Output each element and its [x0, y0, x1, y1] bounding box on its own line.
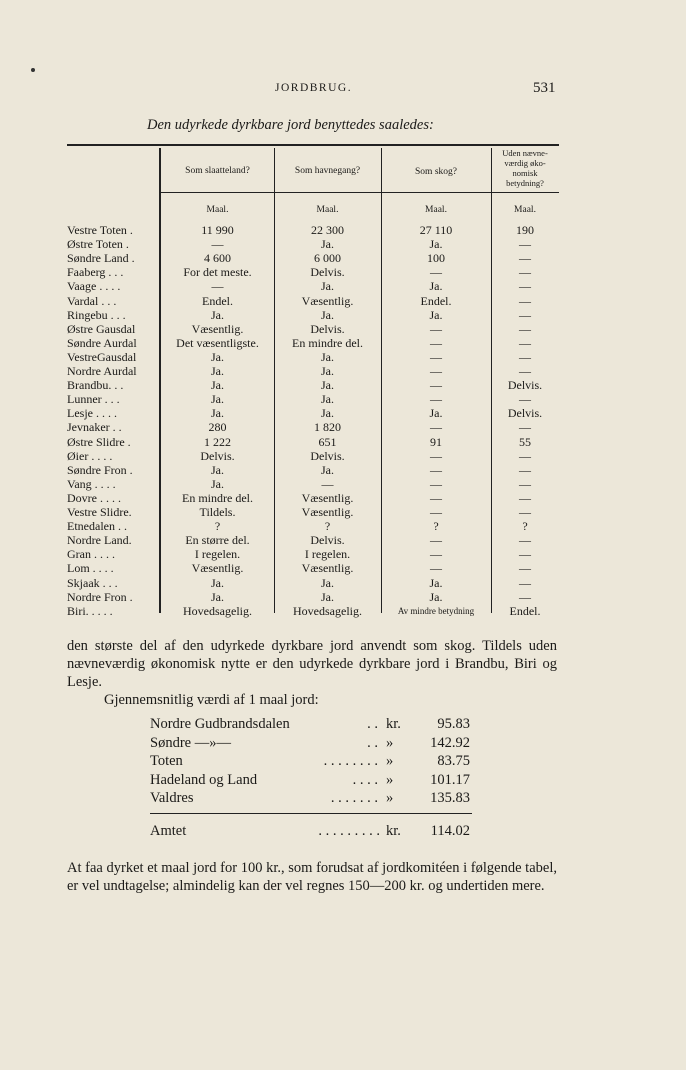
row-cell-c2: Ja. — [321, 575, 334, 590]
row-cell-c1: — — [211, 279, 224, 294]
row-cell-c3: Ja. — [429, 307, 443, 322]
row-cell-c4: — — [519, 293, 531, 308]
row-cell-c1: 1 222 — [204, 434, 231, 449]
table-row — [0, 279, 686, 293]
row-cell-c3: Av mindre betydning — [397, 605, 475, 616]
row-municipality: Østre Gausdal — [67, 321, 136, 336]
row-municipality: Søndre Land . — [67, 251, 135, 266]
row-cell-c1: Ja. — [211, 462, 224, 477]
table-row — [0, 364, 686, 378]
row-cell-c1: Ja. — [211, 575, 224, 590]
average-dots: . . — [367, 716, 378, 732]
row-municipality: Lunner . . . — [67, 392, 120, 407]
row-cell-c3: — — [430, 378, 442, 393]
row-municipality: Biri. . . . . — [67, 603, 113, 618]
average-value: 142.92 — [430, 734, 470, 751]
table-row — [0, 294, 686, 308]
table-row — [0, 491, 686, 505]
total-unit: kr. — [386, 823, 401, 839]
table-row — [0, 547, 686, 561]
row-cell-c4: 190 — [516, 223, 534, 237]
row-cell-c4: — — [519, 490, 531, 505]
row-cell-c1: For det meste. — [183, 265, 252, 280]
row-cell-c2: Delvis. — [310, 321, 345, 336]
row-municipality: Nordre Land. — [67, 533, 132, 548]
running-header: JORDBRUG. — [275, 82, 353, 94]
table-row — [0, 392, 686, 406]
row-cell-c1: 280 — [208, 420, 227, 435]
row-cell-c2: Ja. — [321, 378, 334, 393]
row-cell-c1: 11 990 — [201, 223, 234, 237]
row-cell-c1: Væsentlig. — [191, 561, 244, 576]
row-cell-c2: Ja. — [321, 349, 334, 364]
row-cell-c4: — — [519, 533, 531, 548]
row-cell-c3: — — [430, 561, 442, 576]
row-cell-c3: — — [430, 448, 442, 463]
row-cell-c2: I regelen. — [304, 547, 351, 562]
row-cell-c1: En større del. — [185, 533, 250, 548]
row-cell-c1: Ja. — [211, 307, 224, 322]
paragraph-forest-use: den største del af den udyrkede dyrkbare jord anvendt som skog. Tildels uden nævneværdig økonomisk nytte er den udyrkede dyrkbare jord i Brandbu, Biri og Lesje. — [67, 638, 557, 690]
row-cell-c4: — — [519, 575, 531, 590]
row-cell-c3: 27 110 — [419, 223, 453, 237]
row-cell-c4: — — [519, 265, 531, 280]
table-row — [0, 435, 686, 449]
row-cell-c1: ? — [214, 519, 221, 534]
row-cell-c4: 55 — [519, 434, 531, 449]
row-cell-c3: — — [430, 420, 442, 435]
row-cell-c2: Ja. — [321, 307, 334, 322]
row-municipality: Søndre Fron . — [67, 462, 133, 477]
row-cell-c2: 6 000 — [314, 251, 341, 266]
row-municipality: Østre Toten . — [67, 237, 129, 252]
column-header-pasture: Som havnegang? — [294, 166, 361, 176]
table-top-rule — [67, 144, 559, 146]
row-cell-c2: 651 — [318, 434, 337, 449]
row-cell-c3: — — [430, 533, 442, 548]
table-row — [0, 420, 686, 434]
row-cell-c1: Ja. — [211, 349, 224, 364]
row-cell-c2: Delvis. — [310, 265, 345, 280]
row-municipality: Faaberg . . . — [67, 265, 124, 280]
row-cell-c1: 4 600 — [204, 251, 231, 266]
row-municipality: Brandbu. . . — [67, 378, 124, 393]
row-municipality: Etnedalen . . — [67, 519, 127, 534]
table-row — [0, 463, 686, 477]
row-cell-c3: Ja. — [429, 237, 443, 252]
row-municipality: Vang . . . . — [67, 476, 116, 491]
row-cell-c4: — — [519, 448, 531, 463]
table-row — [0, 505, 686, 519]
row-cell-c4: ? — [522, 519, 528, 534]
row-cell-c4: — — [519, 279, 531, 294]
total-value: 114.02 — [430, 823, 470, 839]
row-cell-c1: I regelen. — [194, 547, 241, 562]
column-header-forest: Som skog? — [415, 167, 457, 177]
ink-dot — [31, 68, 35, 72]
row-cell-c4: — — [519, 547, 531, 562]
average-name: Søndre —»— — [150, 734, 231, 751]
average-unit: » — [386, 734, 394, 751]
row-cell-c4: Endel. — [509, 603, 541, 618]
row-cell-c2: — — [321, 476, 334, 491]
average-name: Toten — [150, 753, 183, 769]
row-cell-c4: Delvis. — [507, 406, 543, 421]
row-cell-c4: — — [519, 420, 531, 435]
average-value: 83.75 — [437, 753, 470, 769]
average-unit: » — [386, 771, 394, 788]
table-row — [0, 477, 686, 491]
row-cell-c4: — — [519, 251, 531, 266]
total-name: Amtet — [150, 823, 187, 839]
row-cell-c2: Ja. — [321, 237, 334, 252]
row-cell-c2: Delvis. — [310, 533, 345, 548]
row-cell-c2: 1 820 — [314, 420, 341, 435]
total-dots: . . . . . . . . . — [318, 823, 380, 839]
average-unit: » — [386, 790, 394, 806]
row-cell-c1: Tildels. — [199, 505, 236, 519]
row-municipality: Ringebu . . . — [67, 307, 126, 322]
row-cell-c3: 100 — [427, 251, 445, 266]
row-municipality: Nordre Aurdal — [67, 364, 137, 378]
row-cell-c3: — — [430, 462, 442, 477]
paragraph-cost: At faa dyrket et maal jord for 100 kr., som forudsat af jordkomitéen i følgende tabel, er vel undtagelse; almindelig kan der vel regnes 150—200 kr. og undertiden mere. — [67, 860, 557, 894]
average-unit: kr. — [386, 716, 401, 732]
row-cell-c4: — — [519, 335, 531, 350]
row-municipality: Søndre Aurdal — [67, 335, 137, 350]
row-cell-c1: Det væsentligste. — [176, 335, 259, 350]
row-cell-c3: Ja. — [429, 406, 443, 421]
row-cell-c2: Ja. — [321, 279, 334, 294]
row-cell-c3: Ja. — [429, 589, 443, 604]
table-row — [0, 350, 686, 364]
column-header-no-value: Uden nævne- værdig øko- nomisk betydning? — [502, 148, 548, 188]
row-cell-c1: Ja. — [211, 589, 224, 604]
row-cell-c1: Ja. — [211, 364, 224, 378]
table-row — [0, 223, 686, 237]
row-cell-c4: — — [519, 321, 531, 336]
table-row — [0, 251, 686, 265]
row-cell-c3: Ja. — [429, 575, 443, 590]
row-cell-c1: Ja. — [211, 378, 224, 393]
row-cell-c2: Ja. — [321, 392, 334, 407]
row-cell-c1: En mindre del. — [182, 490, 253, 505]
row-municipality: Skjaak . . . — [67, 575, 118, 590]
table-row — [0, 265, 686, 279]
row-cell-c3: — — [430, 349, 442, 364]
row-cell-c1: Hovedsagelig. — [183, 603, 252, 618]
row-cell-c1: Væsentlig. — [191, 321, 244, 336]
page-number: 531 — [533, 80, 556, 96]
row-cell-c2: Ja. — [321, 462, 334, 477]
table-row — [0, 308, 686, 322]
row-cell-c2: Væsentlig. — [301, 293, 354, 308]
row-cell-c4: — — [519, 349, 531, 364]
row-cell-c2: Delvis. — [310, 448, 345, 463]
average-dots: . . — [367, 734, 378, 751]
row-municipality: VestreGausdal — [67, 349, 137, 364]
table-row — [0, 449, 686, 463]
row-cell-c2: ? — [324, 519, 331, 534]
row-cell-c2: Ja. — [321, 406, 334, 421]
row-cell-c3: Ja. — [429, 279, 443, 294]
row-municipality: Vardal . . . — [67, 293, 117, 308]
row-cell-c3: — — [430, 505, 442, 519]
row-cell-c4: — — [519, 476, 531, 491]
row-cell-c3: Endel. — [420, 293, 452, 308]
average-dots: . . . . — [352, 771, 378, 788]
average-unit: » — [386, 753, 394, 769]
row-cell-c1: Ja. — [211, 476, 224, 491]
table-row — [0, 237, 686, 251]
table-row — [0, 590, 686, 604]
row-municipality: Vaage . . . . — [67, 279, 121, 294]
row-municipality: Vestre Slidre. — [67, 505, 132, 519]
table-row — [0, 576, 686, 590]
average-value: 101.17 — [430, 771, 470, 788]
table-row — [0, 533, 686, 547]
average-value: 95.83 — [437, 716, 470, 732]
table-row — [0, 519, 686, 533]
table-caption: Den udyrkede dyrkbare jord benyttedes saaledes: — [147, 117, 434, 133]
table-row — [0, 322, 686, 336]
row-cell-c2: Hovedsagelig. — [293, 603, 362, 618]
row-cell-c1: Ja. — [211, 392, 224, 407]
sum-rule — [150, 813, 472, 814]
table-row — [0, 378, 686, 392]
header-bottom-rule — [161, 192, 559, 193]
unit-label: Maal. — [514, 205, 536, 215]
unit-label: Maal. — [206, 205, 229, 215]
row-cell-c1: Endel. — [202, 293, 233, 308]
row-municipality: Gran . . . . — [67, 547, 115, 562]
row-cell-c2: Væsentlig. — [301, 505, 354, 519]
row-municipality: Lesje . . . . — [67, 406, 117, 421]
unit-label: Maal. — [425, 205, 447, 215]
row-cell-c4: — — [519, 392, 531, 407]
row-cell-c3: ? — [433, 519, 439, 534]
row-cell-c3: — — [430, 476, 442, 491]
row-cell-c3: 91 — [430, 434, 442, 449]
average-dots: . . . . . . . . — [323, 753, 378, 769]
row-cell-c3: — — [430, 490, 442, 505]
row-cell-c1: Ja. — [211, 406, 224, 421]
row-cell-c2: Væsentlig. — [301, 490, 354, 505]
row-cell-c3: — — [430, 392, 442, 407]
row-cell-c4: — — [519, 364, 531, 378]
column-header-hay: Som slaatteland? — [185, 166, 250, 176]
row-cell-c1: Delvis. — [200, 448, 235, 463]
average-name: Nordre Gudbrandsdalen — [150, 716, 290, 732]
average-dots: . . . . . . . — [330, 790, 378, 806]
row-cell-c2: Ja. — [321, 589, 334, 604]
row-cell-c3: — — [430, 547, 442, 562]
row-cell-c2: En mindre del. — [292, 335, 363, 350]
unit-label: Maal. — [316, 205, 339, 215]
table-row — [0, 336, 686, 350]
average-name: Valdres — [150, 790, 194, 806]
row-cell-c3: — — [430, 265, 442, 280]
row-cell-c3: — — [430, 364, 442, 378]
table-row — [0, 561, 686, 575]
row-municipality: Dovre . . . . — [67, 490, 121, 505]
row-municipality: Østre Slidre . — [67, 434, 131, 449]
row-municipality: Vestre Toten . — [67, 223, 133, 237]
table-row — [0, 604, 686, 618]
row-cell-c3: — — [430, 335, 442, 350]
row-cell-c4: Delvis. — [507, 378, 543, 393]
row-cell-c1: — — [211, 237, 224, 252]
average-intro: Gjennemsnitlig værdi af 1 maal jord: — [104, 692, 319, 708]
row-municipality: Nordre Fron . — [67, 589, 133, 604]
table-row — [0, 406, 686, 420]
row-cell-c2: Ja. — [321, 364, 334, 378]
average-value: 135.83 — [430, 790, 470, 806]
row-cell-c4: — — [519, 307, 531, 322]
row-cell-c2: 22 300 — [311, 223, 344, 237]
row-municipality: Øier . . . . — [67, 448, 113, 463]
row-cell-c2: Væsentlig. — [301, 561, 354, 576]
row-cell-c4: — — [519, 561, 531, 576]
row-cell-c4: — — [519, 505, 531, 519]
row-municipality: Jevnaker . . — [67, 420, 122, 435]
row-cell-c3: — — [430, 321, 442, 336]
row-cell-c4: — — [519, 237, 531, 252]
row-municipality: Lom . . . . — [67, 561, 114, 576]
average-name: Hadeland og Land — [150, 771, 258, 788]
row-cell-c4: — — [519, 462, 531, 477]
row-cell-c4: — — [519, 589, 531, 604]
